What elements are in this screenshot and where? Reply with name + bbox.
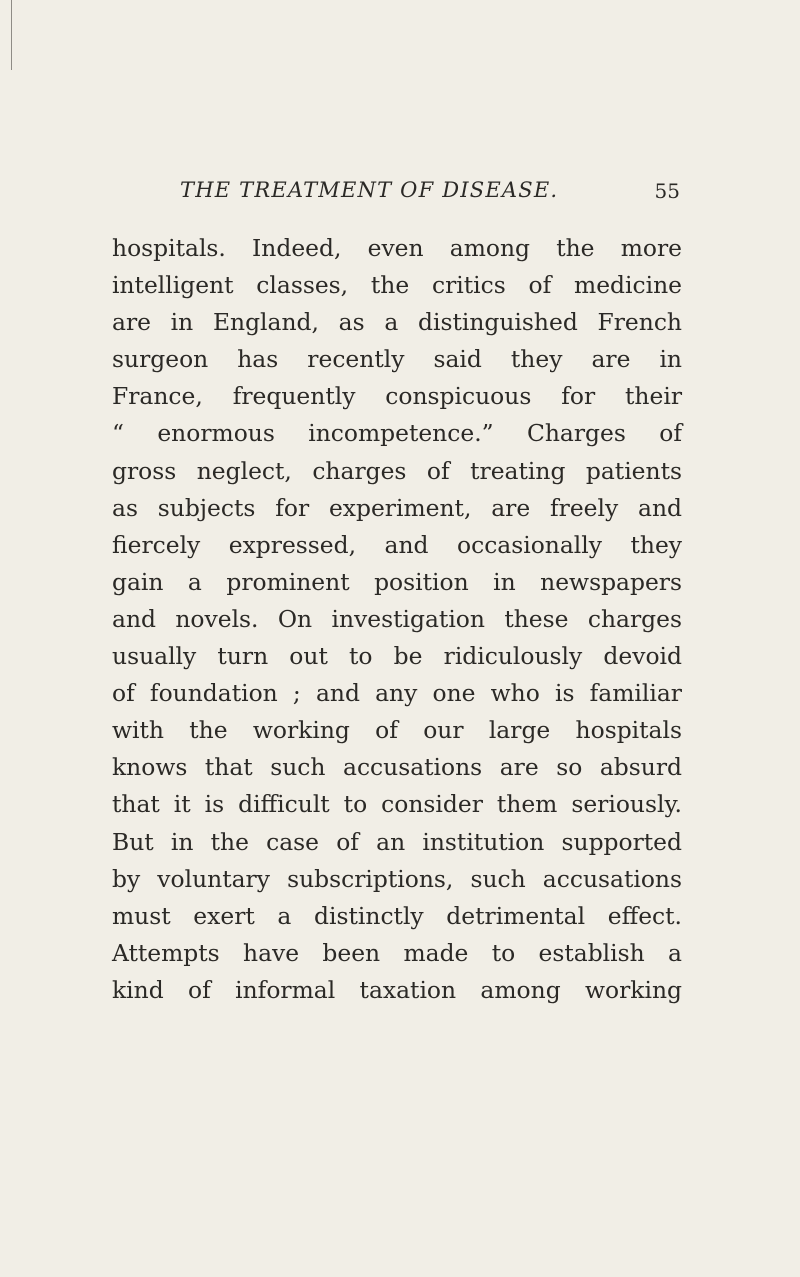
- body-paragraph: [112, 230, 682, 1009]
- text-line: But in the case of an institution supported: [112, 827, 682, 856]
- text-line: with the working of our large hospitals: [112, 716, 682, 745]
- running-head: [180, 178, 680, 208]
- text-line: usually turn out to be ridiculously devoid: [112, 642, 682, 671]
- text-line: France, frequently conspicuous for their: [112, 382, 682, 411]
- page-edge-line: [11, 0, 12, 70]
- text-line: must exert a distinctly detrimental effect.: [112, 901, 682, 930]
- text-line: and novels. On investigation these charges: [112, 604, 682, 633]
- text-line: gross neglect, charges of treating patients: [112, 456, 682, 485]
- text-line: surgeon has recently said they are in: [112, 345, 682, 374]
- text-line: knows that such accusations are so absurd: [112, 753, 682, 782]
- page-number: 55: [654, 179, 680, 203]
- text-line: that it is difficult to consider them seriously.: [112, 790, 682, 819]
- text-line: hospitals. Indeed, even among the more: [112, 234, 682, 262]
- text-line: “ enormous incompetence.” Charges of: [112, 419, 682, 448]
- text-line: fiercely expressed, and occasionally they: [112, 530, 682, 559]
- text-line: of foundation ; and any one who is familiar: [112, 679, 682, 708]
- text-line: Attempts have been made to establish a: [112, 938, 682, 967]
- text-line: gain a prominent position in newspapers: [112, 567, 682, 596]
- text-line: intelligent classes, the critics of medicine: [112, 271, 682, 300]
- running-title: THE TREATMENT OF DISEASE.: [180, 178, 559, 202]
- text-line: are in England, as a distinguished French: [112, 308, 682, 337]
- text-line: as subjects for experiment, are freely and: [112, 493, 682, 522]
- text-line: kind of informal taxation among working: [112, 975, 682, 1004]
- text-line: by voluntary subscriptions, such accusations: [112, 864, 682, 893]
